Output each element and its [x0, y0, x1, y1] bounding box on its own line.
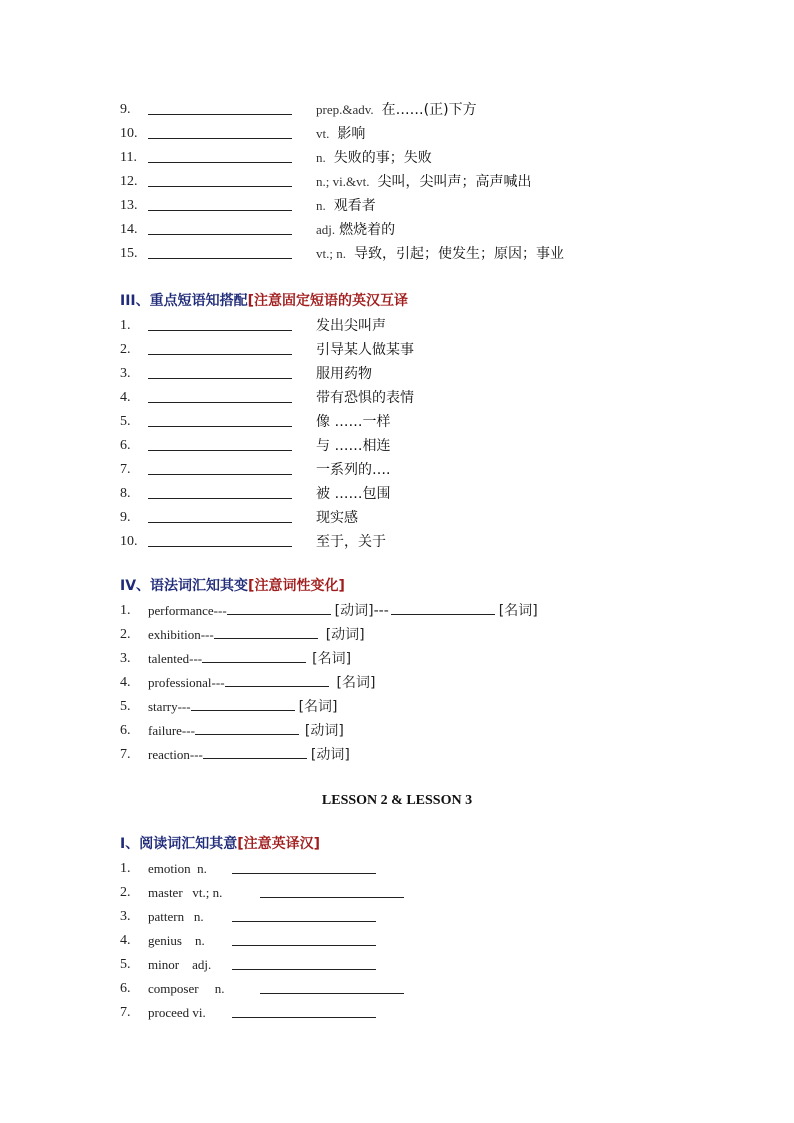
definition: [316, 172, 531, 193]
english-word: genius: [148, 933, 182, 948]
vocab-word-line: [148, 931, 205, 951]
part-of-speech: vt.: [316, 126, 330, 141]
word-class-tag: [动词]: [325, 627, 365, 643]
item-number: 5.: [120, 414, 131, 429]
vocab-word-line: [148, 883, 222, 903]
source-word: failure---: [148, 723, 195, 738]
answer-blank[interactable]: [148, 210, 292, 211]
item-number: 8.: [120, 486, 131, 501]
item-number: 1.: [120, 861, 131, 876]
word-form-line: [148, 601, 538, 621]
chinese-phrase: 发出尖叫声: [316, 318, 386, 334]
answer-blank[interactable]: [148, 426, 292, 427]
answer-blank[interactable]: [227, 614, 331, 615]
answer-blank[interactable]: [202, 662, 306, 663]
vocab-word-line: [148, 907, 204, 927]
item-number: 1.: [120, 318, 131, 333]
chinese-phrase: 现实感: [316, 510, 358, 526]
part-of-speech: n.; vi.&vt.: [316, 174, 370, 189]
word-class-tag: [名词]: [312, 651, 352, 667]
word-class-tag: [名词]: [336, 675, 376, 691]
definition: [316, 196, 376, 217]
word-class-tag: [名词]: [298, 699, 338, 715]
item-number: 7.: [120, 747, 131, 762]
word-class-tag: [动词]---: [334, 603, 389, 619]
item-number: 9.: [120, 510, 131, 525]
chinese-meaning: 燃烧着的: [339, 222, 396, 238]
word-form-line: [148, 697, 338, 717]
item-number: 4.: [120, 933, 131, 948]
vocab-word-line: [148, 955, 211, 975]
part-of-speech: n.: [193, 909, 204, 924]
item-number: 5.: [120, 957, 131, 972]
chinese-meaning: 尖叫，尖叫声；高声喊出: [377, 174, 532, 190]
english-word: composer: [148, 981, 199, 996]
answer-blank[interactable]: [148, 378, 292, 379]
item-number: 7.: [120, 462, 131, 477]
section-heading: [120, 291, 408, 311]
english-word: pattern: [148, 909, 185, 924]
part-of-speech: vi.: [192, 1005, 206, 1020]
chinese-phrase: 像 ……一样: [316, 414, 391, 430]
answer-blank[interactable]: [148, 474, 292, 475]
word-form-line: [148, 673, 375, 693]
part-of-speech: n.: [316, 198, 326, 213]
section-note: [注意固定短语的英汉互译: [247, 293, 409, 309]
chinese-phrase: 被 ……包围: [316, 486, 391, 502]
source-word: reaction---: [148, 747, 203, 762]
source-word: performance---: [148, 603, 227, 618]
part-of-speech: n.: [197, 861, 207, 876]
item-number: 2.: [120, 885, 131, 900]
answer-blank[interactable]: [148, 354, 292, 355]
item-number: 10.: [120, 126, 138, 141]
chinese-phrase: 引导某人做某事: [316, 342, 414, 358]
vocab-word-line: [148, 1003, 206, 1023]
source-word: professional---: [148, 675, 225, 690]
item-number: 12.: [120, 174, 138, 189]
item-number: 9.: [120, 102, 131, 117]
chinese-phrase: 至于，关于: [316, 534, 386, 550]
source-word: exhibition---: [148, 627, 214, 642]
definition: [316, 148, 432, 169]
section-title: I、阅读词汇知其意: [120, 836, 238, 852]
definition: [316, 100, 477, 121]
english-word: proceed: [148, 1005, 190, 1020]
part-of-speech: vt.; n.: [192, 885, 223, 900]
chinese-meaning: 失败的事；失败: [333, 150, 432, 166]
answer-blank[interactable]: [260, 993, 404, 994]
part-of-speech: adj.: [192, 957, 212, 972]
answer-blank[interactable]: [148, 522, 292, 523]
answer-blank[interactable]: [232, 873, 376, 874]
word-class-tag: [名词]: [498, 603, 538, 619]
english-word: master: [148, 885, 183, 900]
item-number: 4.: [120, 390, 131, 405]
answer-blank[interactable]: [260, 897, 404, 898]
vocab-word-line: [148, 979, 225, 999]
item-number: 3.: [120, 909, 131, 924]
item-number: 6.: [120, 438, 131, 453]
english-word: minor: [148, 957, 180, 972]
item-number: 6.: [120, 723, 131, 738]
definition: [316, 124, 365, 145]
part-of-speech: vt.; n.: [316, 246, 346, 261]
part-of-speech: prep.&adv.: [316, 102, 374, 117]
answer-blank[interactable]: [214, 638, 318, 639]
section-title: III、重点短语知搭配: [120, 293, 248, 309]
answer-blank[interactable]: [148, 162, 292, 163]
answer-blank[interactable]: [148, 186, 292, 187]
section-note: [注意词性变化]: [248, 578, 345, 594]
item-number: 3.: [120, 651, 131, 666]
lesson-title: LESSON 2 & LESSON 3: [321, 793, 473, 808]
answer-blank[interactable]: [191, 710, 295, 711]
item-number: 2.: [120, 342, 131, 357]
answer-blank[interactable]: [148, 330, 292, 331]
chinese-meaning: 影响: [337, 126, 366, 142]
chinese-phrase: 一系列的….: [316, 462, 391, 478]
chinese-phrase: 服用药物: [316, 366, 372, 382]
word-form-line: [148, 745, 350, 765]
part-of-speech: n.: [194, 933, 205, 948]
answer-blank[interactable]: [148, 498, 292, 499]
answer-blank[interactable]: [232, 921, 376, 922]
answer-blank[interactable]: [232, 969, 376, 970]
answer-blank[interactable]: [225, 686, 329, 687]
answer-blank[interactable]: [148, 402, 292, 403]
english-word: emotion: [148, 861, 191, 876]
section-title: IV、语法词汇知其变: [120, 578, 249, 594]
vocab-word-line: [148, 859, 207, 879]
word-form-line: [148, 721, 344, 741]
answer-blank[interactable]: [148, 114, 292, 115]
section-note: [注意英译汉]: [237, 836, 321, 852]
item-number: 11.: [120, 150, 137, 165]
item-number: 13.: [120, 198, 138, 213]
answer-blank[interactable]: [232, 945, 376, 946]
source-word: starry---: [148, 699, 191, 714]
chinese-meaning: 在……(正)下方: [381, 102, 477, 118]
answer-blank[interactable]: [148, 450, 292, 451]
word-class-tag: [动词]: [310, 747, 350, 763]
item-number: 4.: [120, 675, 131, 690]
chinese-meaning: 观看者: [333, 198, 376, 214]
item-number: 1.: [120, 603, 131, 618]
item-number: 7.: [120, 1005, 131, 1020]
answer-blank[interactable]: [391, 614, 495, 615]
chinese-phrase: 带有恐惧的表情: [316, 390, 414, 406]
item-number: 15.: [120, 246, 138, 261]
answer-blank[interactable]: [148, 258, 292, 259]
answer-blank[interactable]: [148, 138, 292, 139]
part-of-speech: adj.: [316, 222, 336, 237]
section-heading: [120, 576, 345, 596]
part-of-speech: n.: [316, 150, 326, 165]
source-word: talented---: [148, 651, 203, 666]
part-of-speech: n.: [214, 981, 225, 996]
answer-blank[interactable]: [232, 1017, 376, 1018]
item-number: 6.: [120, 981, 131, 996]
item-number: 2.: [120, 627, 131, 642]
definition: [316, 244, 564, 265]
answer-blank[interactable]: [203, 758, 307, 759]
chinese-phrase: 与 ……相连: [316, 438, 391, 454]
word-class-tag: [动词]: [304, 723, 344, 739]
chinese-meaning: 导致，引起；使发生；原因；事业: [353, 246, 564, 262]
word-form-line: [148, 625, 365, 645]
section-heading: [120, 834, 320, 854]
definition: [316, 220, 395, 241]
word-form-line: [148, 649, 351, 669]
answer-blank[interactable]: [148, 234, 292, 235]
answer-blank[interactable]: [195, 734, 299, 735]
item-number: 14.: [120, 222, 138, 237]
answer-blank[interactable]: [148, 546, 292, 547]
item-number: 10.: [120, 534, 138, 549]
item-number: 5.: [120, 699, 131, 714]
item-number: 3.: [120, 366, 131, 381]
